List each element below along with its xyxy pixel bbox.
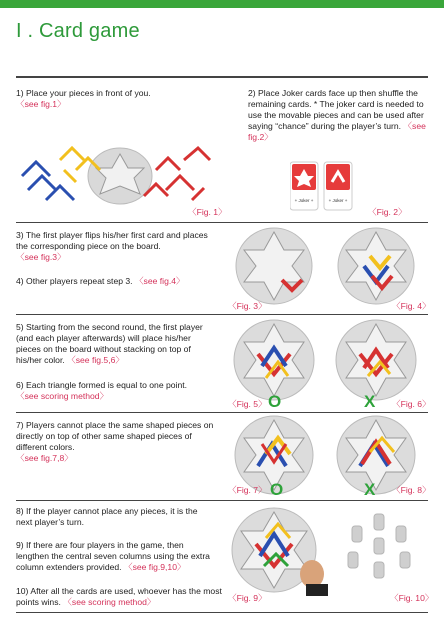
step-4-text xyxy=(16,276,216,287)
step-4-body: 4) Other players repeat step 3. xyxy=(16,276,133,286)
fig-9-caption: 〈Fig. 9〉 xyxy=(228,593,267,603)
column-extenders-figure xyxy=(334,508,428,588)
fig-1-caption: 〈Fig. 1〉 xyxy=(188,207,227,217)
correct-mark: O xyxy=(270,480,284,499)
wrong-mark: X xyxy=(364,392,376,411)
fig-2-caption: 〈Fig. 2〉 xyxy=(368,207,407,217)
section-divider xyxy=(16,76,428,78)
fig-8-caption: 〈Fig. 8〉 xyxy=(392,485,431,495)
fig-10-caption: 〈Fig. 10〉 xyxy=(390,593,434,603)
step-5-text xyxy=(16,322,216,366)
page-title: I . Card game xyxy=(16,20,140,42)
wrong-mark: X xyxy=(364,480,376,499)
step-7-body: 7) Players cannot place the same shaped pieces on directly on top of other same shaped pieces of different colors. xyxy=(16,420,214,452)
joker-cards-figure xyxy=(290,160,356,216)
see-scoring-method-link[interactable]: 〈see scoring method〉 xyxy=(63,597,156,607)
top-color-bar xyxy=(0,0,444,8)
step-5-body: 5) Starting from the second round, the first player (and each player afterwards) will place his/her pieces on the board without stacking on top of his/her color. xyxy=(16,322,203,365)
step-10-text xyxy=(16,586,226,608)
see-fig-4-link[interactable]: 〈see fig.4〉 xyxy=(134,276,185,286)
step-8-text xyxy=(16,506,216,528)
step-6-body: 6) Each triangle formed is equal to one point. xyxy=(16,380,188,390)
section-divider xyxy=(16,612,428,613)
fig-6-caption: 〈Fig. 6〉 xyxy=(392,399,431,409)
board-figure-3 xyxy=(222,226,326,306)
step-1-text xyxy=(16,88,206,110)
see-fig-5-6-link[interactable]: 〈see fig.5,6〉 xyxy=(67,355,124,365)
see-fig-9-10-link[interactable]: 〈see fig.9,10〉 xyxy=(123,562,186,572)
board-figure-6 xyxy=(324,318,428,402)
step-10-body: 10) After all the cards are used, whoever has the most points wins. xyxy=(16,586,222,607)
step-2-body: 2) Place Joker cards face up then shuffle the remaining cards. * The joker card is needed to use the movable pieces and can be used after saying “chance” during the player’s turn. xyxy=(248,88,424,131)
joker-card-label: + Joker + xyxy=(294,198,314,203)
section-divider xyxy=(16,500,428,501)
fig-5-caption: 〈Fig. 5〉 xyxy=(228,399,267,409)
step-3-body: 3) The first player flips his/her first card and places the corresponding piece on the board. xyxy=(16,230,208,251)
joker-card-label: + Joker + xyxy=(328,198,348,203)
section-divider xyxy=(16,314,428,315)
step-8-body: 8) If the player cannot place any pieces, it is the next player’s turn. xyxy=(16,506,198,527)
pieces-figure xyxy=(16,140,216,212)
board-figure-9 xyxy=(222,504,332,596)
see-scoring-method-link[interactable]: 〈see scoring method〉 xyxy=(16,391,109,401)
step-6-text xyxy=(16,380,216,402)
fig-7-caption: 〈Fig. 7〉 xyxy=(228,485,267,495)
correct-mark: O xyxy=(268,392,282,411)
see-fig-3-link[interactable]: 〈see fig.3〉 xyxy=(16,252,66,262)
step-9-body: 9) If there are four players in the game, then lengthen the central seven columns using the extra column extenders provided. xyxy=(16,540,210,572)
step-1-body: 1) Place your pieces in front of you. xyxy=(16,88,151,98)
see-fig-1-link[interactable]: 〈see fig.1〉 xyxy=(16,99,66,109)
fig-3-caption: 〈Fig. 3〉 xyxy=(228,301,267,311)
see-fig-7-8-link[interactable]: 〈see fig.7,8〉 xyxy=(16,453,73,463)
step-2-text xyxy=(248,88,428,143)
step-3-text xyxy=(16,230,216,263)
section-divider xyxy=(16,412,428,413)
section-divider xyxy=(16,222,428,223)
step-7-text xyxy=(16,420,216,464)
step-9-text xyxy=(16,540,216,573)
see-fig-2-link[interactable]: 〈see fig.2〉 xyxy=(248,121,426,142)
board-figure-5 xyxy=(222,318,326,402)
fig-4-caption: 〈Fig. 4〉 xyxy=(392,301,431,311)
board-figure-4 xyxy=(324,226,428,306)
